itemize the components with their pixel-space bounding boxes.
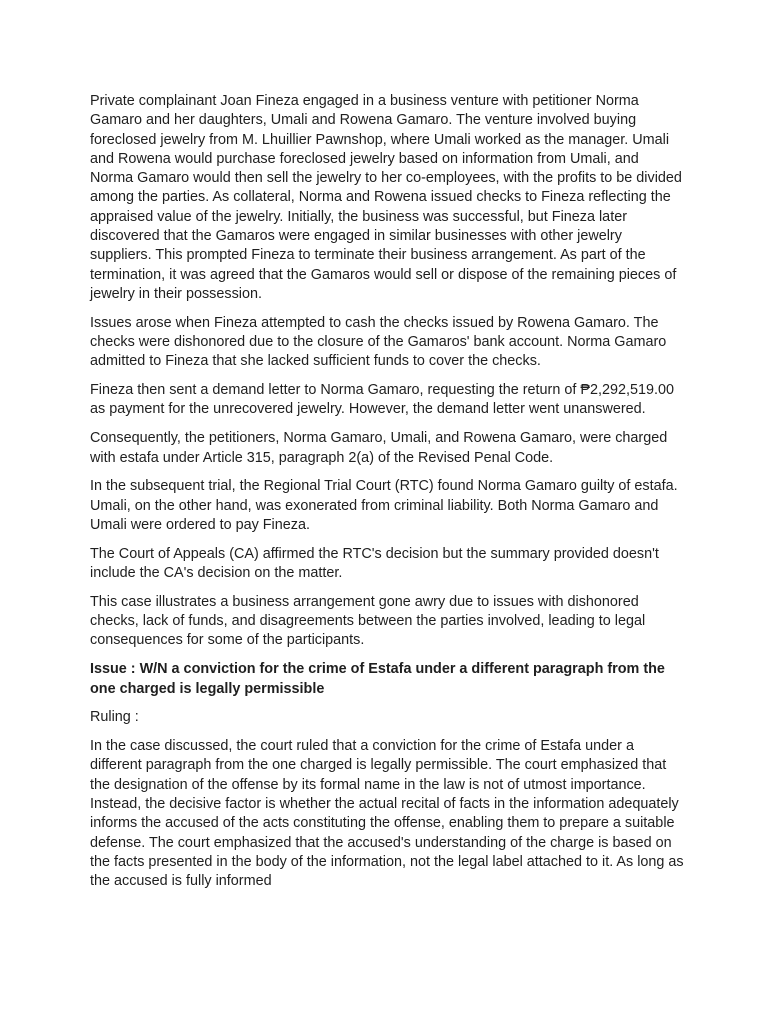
ruling-label: Ruling : bbox=[90, 709, 139, 726]
document-page bbox=[90, 92, 685, 901]
paragraph-case-summary: This case illustrates a business arrangement gone awry due to issues with dishonored checks, lack of funds, and disagreements between the parties involved, leading to legal consequences for some of the participants. bbox=[90, 593, 646, 649]
issue-heading: Issue : W/N a conviction for the crime of Estafa under a different paragraph from the one charged is legally permissible bbox=[90, 661, 665, 697]
paragraph-rtc-trial: In the subsequent trial, the Regional Trial Court (RTC) found Norma Gamaro guilty of estafa. Umali, on the other hand, was exonerated from criminal liability. Both Norma Gamaro and Umali were ordered to pay Fineza. bbox=[90, 478, 678, 533]
paragraph-dishonored-checks: Issues arose when Fineza attempted to cash the checks issued by Rowena Gamaro. The checks were dishonored due to the closure of the Gamaros' bank account. Norma Gamaro admitted to Fineza that she lacked sufficient funds to cover the checks. bbox=[90, 314, 667, 370]
paragraph-background-facts: Private complainant Joan Fineza engaged in a business venture with petitioner Norma Gamaro and her daughters, Umali and Rowena Gamaro. The venture involved buying foreclosed jewelry from M. Lhuillier Pawnshop, where Umali worked as the manager. Umali and Rowena would purchase foreclosed jewelry based on information from Umali, and Norma Gamaro would then sell the jewelry to her co-employees, with the profits to be divided among the parties. As collateral, Norma and Rowena issued checks to Fineza reflecting the appraised value of the jewelry. Initially, the business was successful, but Fineza later discovered that the Gamaros were engaged in similar businesses with other jewelry suppliers. This prompted Fineza to terminate their business arrangement. As part of the termination, it was agreed that the Gamaros would sell or dispose of the remaining pieces of jewelry in their possession. bbox=[90, 93, 682, 302]
paragraph-charges: Consequently, the petitioners, Norma Gamaro, Umali, and Rowena Gamaro, were charged with estafa under Article 315, paragraph 2(a) of the Revised Penal Code. bbox=[90, 430, 668, 466]
paragraph-demand-letter: Fineza then sent a demand letter to Norma Gamaro, requesting the return of ₱2,292,519.00 as payment for the unrecovered jewelry. However, the demand letter went unanswered. bbox=[90, 382, 674, 418]
paragraph-ruling: In the case discussed, the court ruled that a conviction for the crime of Estafa under a different paragraph from the one charged is legally permissible. The court emphasized that the designation of the offense by its formal name in the law is not of utmost importance. Instead, the decisive factor is whether the actual recital of facts in the information adequately informs the accused of the acts constituting the offense, enabling them to prepare a suitable defense. The court emphasized that the accused's understanding of the charge is based on the facts presented in the body of the information, not the legal label attached to it. As long as the accused is fully informed bbox=[90, 738, 684, 890]
paragraph-court-of-appeals: The Court of Appeals (CA) affirmed the RTC's decision but the summary provided doesn't include the CA's decision on the matter. bbox=[90, 545, 659, 582]
